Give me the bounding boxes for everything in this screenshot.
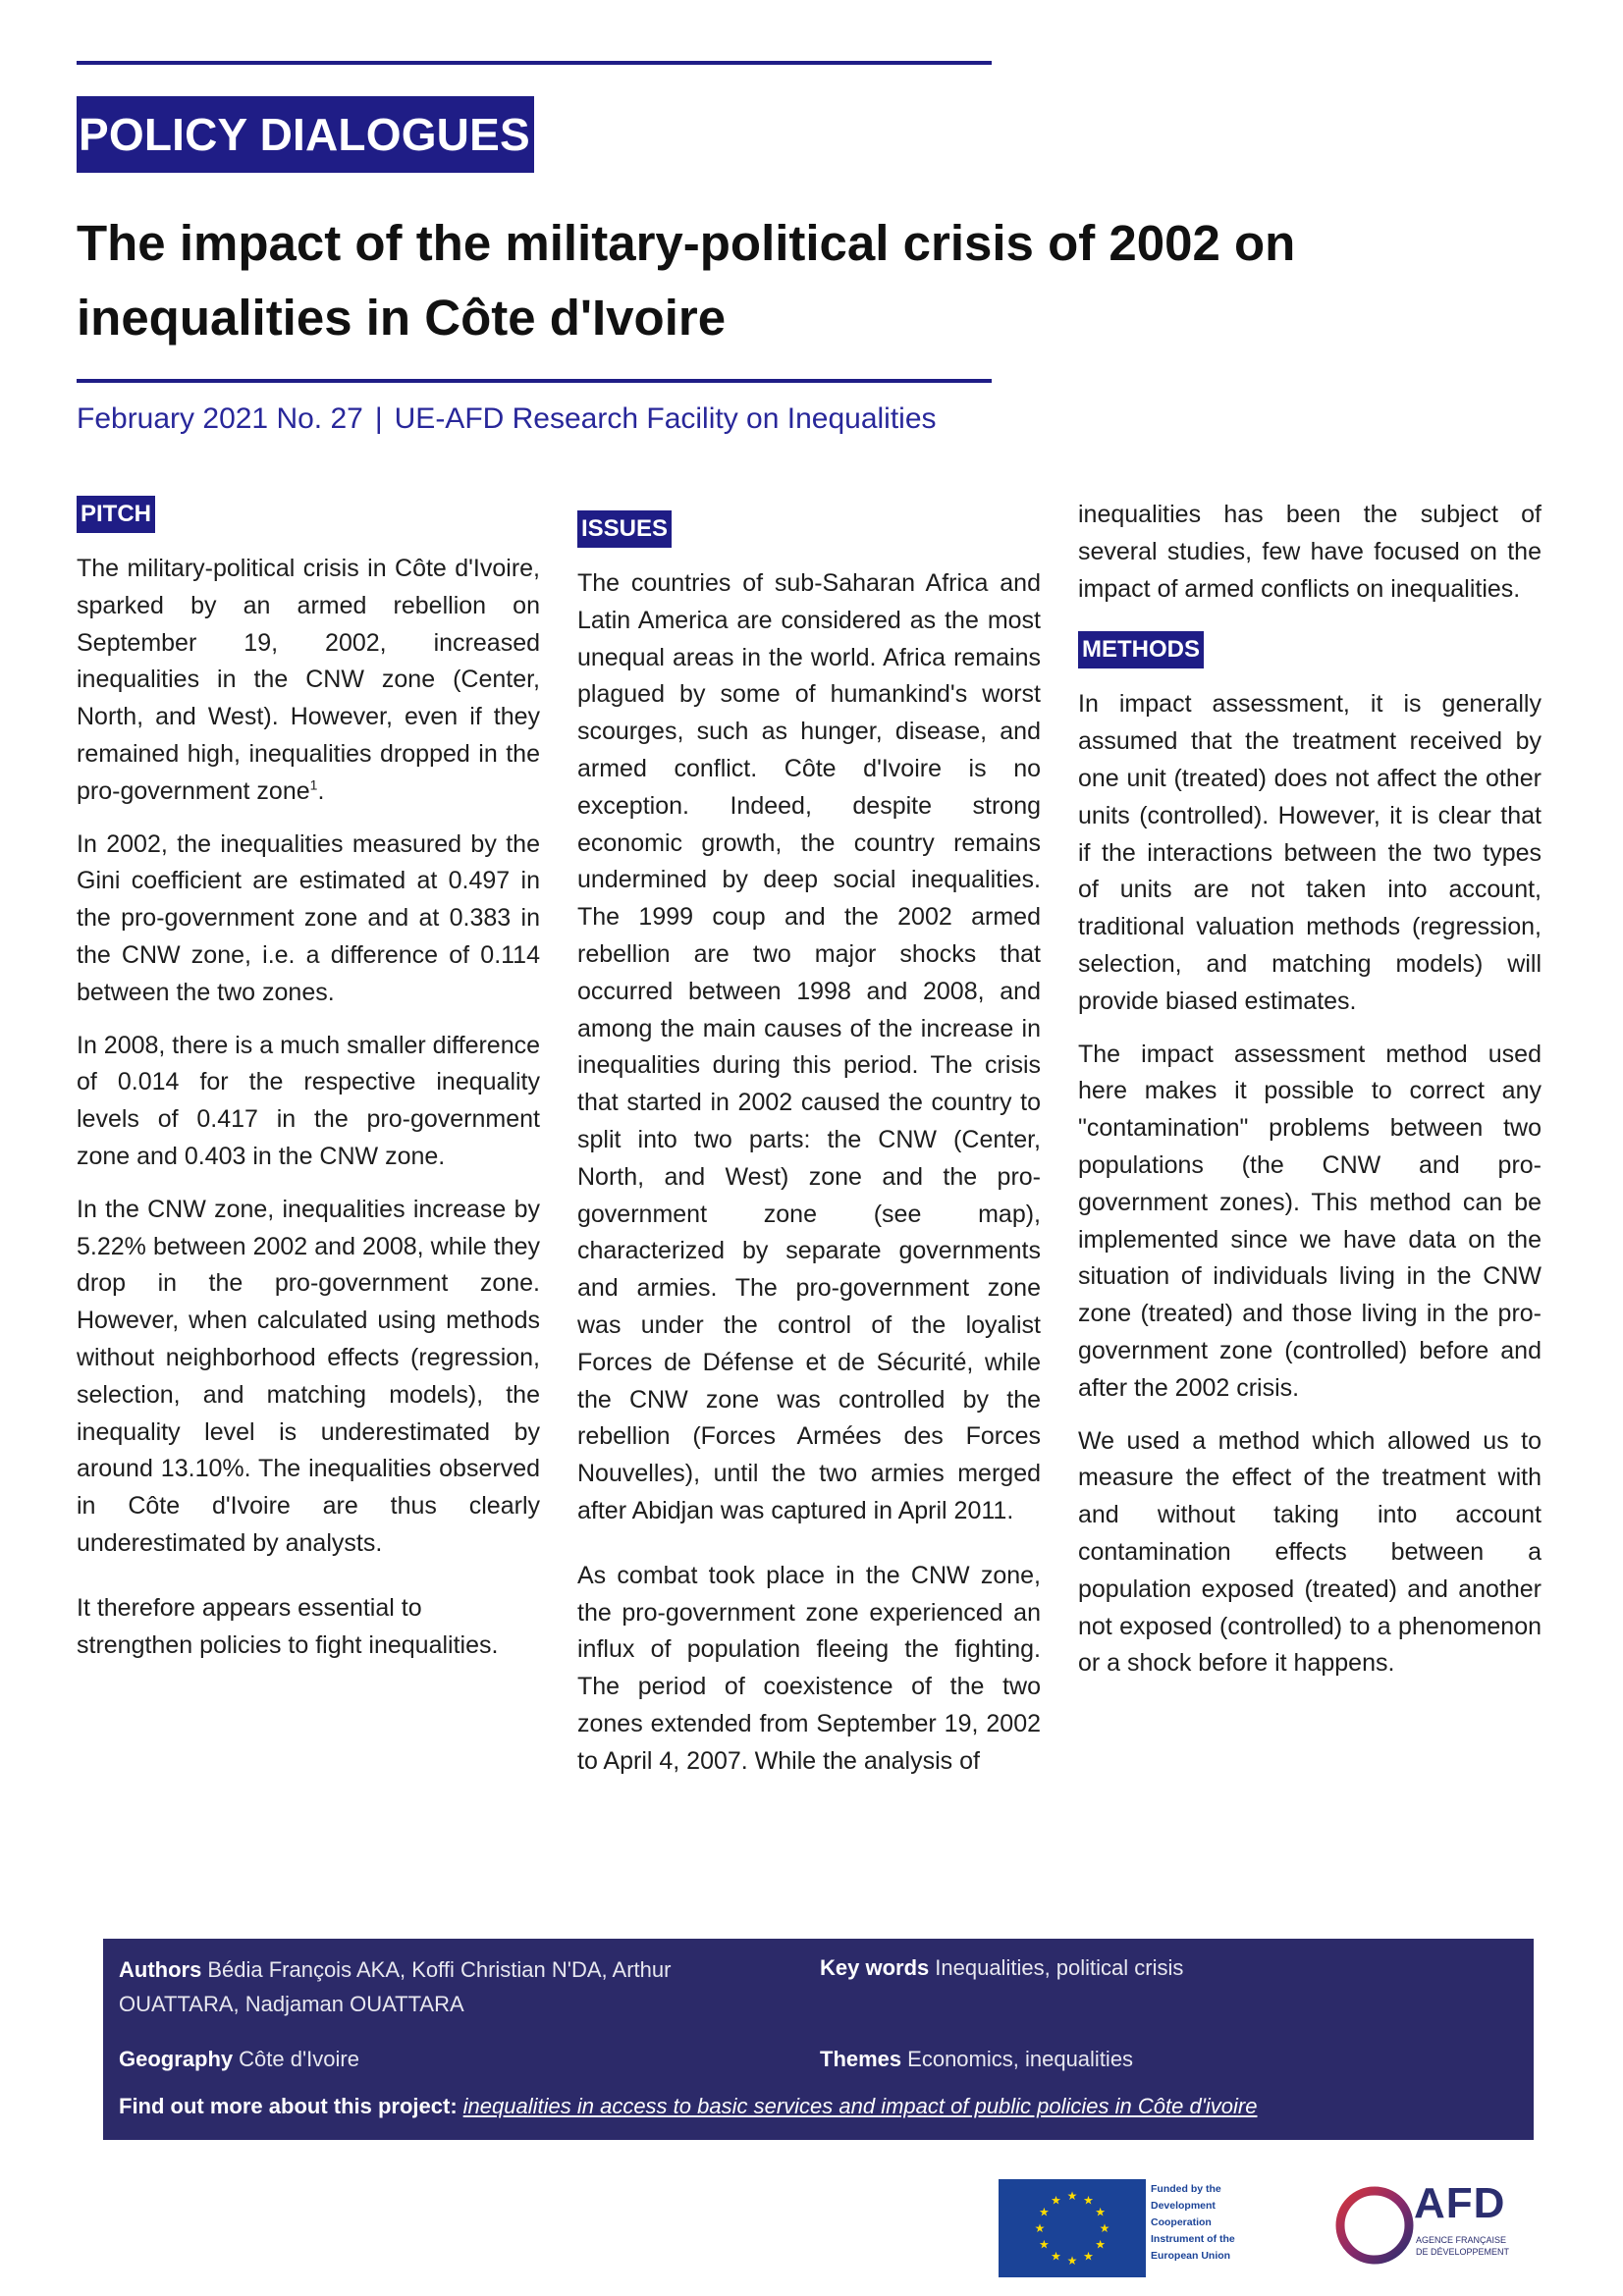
themes-label: Themes (820, 2047, 902, 2071)
eu-stars-icon (1035, 2189, 1110, 2268)
find-more-label: Find out more about this project: (119, 2094, 458, 2118)
issue-date: February 2021 No. 27 (77, 402, 363, 435)
pitch-paragraph-1-end: . (317, 776, 325, 805)
keywords-field (820, 1950, 1507, 1985)
pitch-paragraph-5: It therefore appears essential to strengthen policies to fight inequalities. (77, 1593, 499, 1659)
themes-field (820, 2042, 1133, 2076)
eu-star: ★ (1095, 2237, 1106, 2252)
eu-star: ★ (1051, 2249, 1061, 2264)
series-badge: POLICY DIALOGUES (77, 96, 534, 173)
eu-star: ★ (1083, 2249, 1094, 2264)
authors-label: Authors (119, 1957, 202, 1982)
top-rule (77, 61, 992, 65)
methods-column (1078, 497, 1542, 1698)
keywords-label: Key words (820, 1955, 930, 1980)
pitch-paragraph-1-text: The military-political crisis in Côte d'Ivoire, sparked by an armed rebellion on September 19, 2002, increased inequalities in the CNW zone (Center, North, and West). However, even if they remained high, inequalities dropped in the pro-government zone (77, 555, 540, 805)
pitch-paragraph-3: In 2008, there is a much smaller difference of 0.014 for the respective inequality levels of 0.417 in the pro-government zone and 0.403 in the CNW zone. (77, 1031, 541, 1170)
pitch-paragraph-2: In 2002, the inequalities measured by the Gini coefficient are estimated at 0.497 in the pro-government zone and at 0.383 in the CNW zone, i.e. a difference of 0.114 between the two zones. (77, 829, 540, 1006)
authors-field (119, 1952, 767, 2021)
project-link[interactable]: inequalities in access to basic services and impact of public policies in Côte d'ivoire (462, 2094, 1258, 2118)
geography-value: Côte d'Ivoire (239, 2047, 359, 2071)
page-title: The impact of the military-political crisis of 2002 on inequalities in Côte d'Ivoire (77, 215, 1296, 346)
afd-logo-text: AFD (1414, 2179, 1506, 2227)
pitch-paragraph-1 (77, 551, 540, 811)
methods-paragraph-3: We used a method which allowed us to measure the effect of the treatment with and without taking into account contamination effects between a population exposed (treated) and another not exposed (controlled) to a phenomenon or a shock before it happens. (1078, 1426, 1542, 1678)
eu-star: ★ (1066, 2189, 1078, 2203)
pitch-column (77, 496, 540, 1680)
title-rule (77, 379, 992, 383)
eu-star: ★ (1034, 2221, 1046, 2235)
eu-star: ★ (1083, 2193, 1094, 2208)
eu-star: ★ (1099, 2221, 1110, 2235)
afd-logo-subtitle: AGENCE FRANÇAISE DE DÉVELOPPEMENT (1416, 2235, 1510, 2257)
geography-field (119, 2042, 359, 2076)
issues-column (577, 510, 1041, 1796)
research-facility: UE-AFD Research Facility on Inequalities (394, 402, 937, 435)
eu-funding-text: Funded by the Development Cooperation Instrument of the European Union (1151, 2183, 1235, 2262)
eu-star: ★ (1051, 2193, 1061, 2208)
eu-star: ★ (1095, 2205, 1106, 2219)
methods-heading: METHODS (1078, 631, 1204, 668)
geography-label: Geography (119, 2047, 234, 2071)
methods-paragraph-2: The impact assessment method used here makes it possible to correct any "contamination" problems between two populations (the CNW and pro-government zones). This method can be implemented since we have data on the situation of individuals living in the CNW zone (treated) and those living in the pro-government zone (controlled) before and after the 2002 crisis. (1078, 1040, 1542, 1402)
issue-line (77, 402, 937, 436)
project-info-box (103, 1939, 1534, 2140)
pitch-paragraph-4: In the CNW zone, inequalities increase by 5.22% between 2002 and 2008, while they drop in the pro-government zone. However, when calculated using methods without neighborhood effects (regression, selection, and matching models), the inequality level is underestimated by around 13.10%. The inequalities observed in Côte d'Ivoire are thus clearly underestimated by analysts. (77, 1195, 540, 1557)
issue-separator: | (374, 402, 383, 435)
eu-star: ★ (1039, 2205, 1050, 2219)
issues-continued: inequalities has been the subject of several studies, few have focused on the impact of armed conflicts on inequalities. (1078, 501, 1542, 603)
afd-ring-logo (1330, 2181, 1419, 2269)
eu-star: ★ (1039, 2237, 1050, 2252)
eu-star: ★ (1066, 2254, 1078, 2268)
issues-paragraph-1: The countries of sub-Saharan Africa and Latin America are considered as the most unequal areas in the world. Africa remains plagued by some of humankind's worst scourges, such as hunger, disease, and armed conflict. Côte d'Ivoire is no exception. Indeed, despite strong economic growth, the country remains undermined by deep social inequalities. The 1999 coup and the 2002 armed rebellion are two major shocks that occurred between 1998 and 2008, and among the main causes of the increase in inequalities during this period. The crisis that started in 2002 caused the country to split into two parts: the CNW (Center, North, and West) zone and the pro-government zone (see map), characterized by separate governments and armies. The pro-government zone was under the control of the loyalist Forces de Défense et de Sécurité, while the CNW zone was controlled by the rebellion (Forces Armées des Forces Nouvelles), until the two armies merged after Abidjan was captured in April 2011. (577, 569, 1041, 1524)
pitch-heading: PITCH (77, 496, 155, 533)
issues-heading: ISSUES (577, 510, 672, 548)
methods-paragraph-1: In impact assessment, it is generally assumed that the treatment received by one unit (treated) does not affect the other units (controlled). However, it is clear that if the interactions between the two types of units are not taken into account, traditional valuation methods (regression, selection, and matching models) will provide biased estimates. (1078, 690, 1542, 1015)
footnote-marker: 1 (309, 776, 318, 793)
find-more-field (119, 2089, 1257, 2123)
keywords-value: Inequalities, political crisis (935, 1955, 1184, 1980)
authors-value: Bédia François AKA, Koffi Christian N'DA, Arthur OUATTARA, Nadjaman OUATTARA (119, 1957, 672, 2016)
eu-flag-logo (999, 2179, 1146, 2277)
issues-paragraph-2: As combat took place in the CNW zone, the pro-government zone experienced an influx of population fleeing the fighting. The period of coexistence of the two zones extended from September 19, 2002 to April 4, 2007. While the analysis of (577, 1561, 1041, 1775)
themes-value: Economics, inequalities (907, 2047, 1134, 2071)
